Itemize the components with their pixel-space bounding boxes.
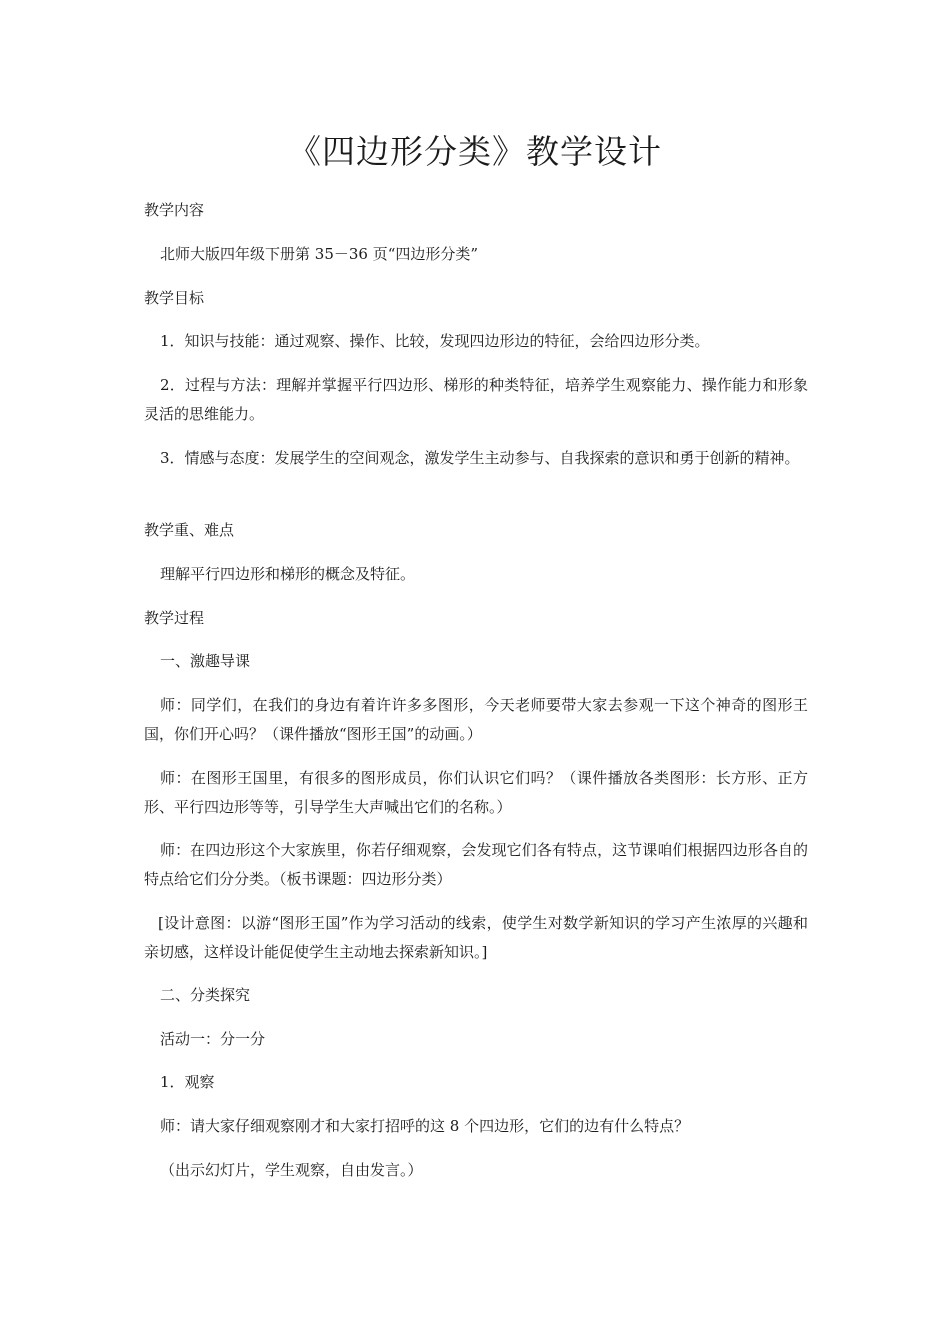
heading-key-difficulties: 教学重、难点 — [144, 521, 235, 539]
goal-item-3: 3．情感与态度：发展学生的空间观念，激发学生主动参与、自我探索的意识和勇于创新的精神。 — [160, 449, 800, 467]
design-intent-paragraph: [设计意图：以游“图形王国”作为学习活动的线索，使学生对数学新知识的学习产生浓厚的兴趣和亲切感，这样设计能促使学生主动地去探索新知识。] — [144, 914, 808, 961]
dialogue-paragraph-1: 师：同学们，在我们的身边有着许许多多图形，今天老师要带大家去参观一下这个神奇的图形王国，你们开心吗？（课件播放“图形王国”的动画。） — [144, 696, 808, 743]
goal-item-1: 1．知识与技能：通过观察、操作、比较，发现四边形边的特征，会给四边形分类。 — [160, 332, 710, 350]
section-heading-1: 一、激趣导课 — [160, 652, 251, 670]
activity-heading: 活动一：分一分 — [160, 1030, 266, 1048]
heading-teaching-goals: 教学目标 — [144, 289, 205, 307]
paragraph-key-points: 理解平行四边形和梯形的概念及特征。 — [160, 565, 416, 583]
heading-teaching-process: 教学过程 — [144, 609, 205, 627]
dialogue-paragraph-3: 师：在四边形这个大家族里，你若仔细观察，会发现它们各有特点，这节课咱们根据四边形各自的特点给它们分分类。（板书课题：四边形分类） — [144, 841, 808, 888]
document-title: 《四边形分类》教学设计 — [288, 132, 662, 171]
dialogue-paragraph-2: 师：在图形王国里，有很多的图形成员，你们认识它们吗？（课件播放各类图形：长方形、正方形、平行四边形等等，引导学生大声喊出它们的名称。） — [144, 769, 808, 816]
stage-direction: （出示幻灯片，学生观察，自由发言。） — [160, 1161, 423, 1179]
goal-item-2: 2．过程与方法：理解并掌握平行四边形、梯形的种类特征，培养学生观察能力、操作能力和形象灵活的思维能力。 — [144, 376, 808, 423]
dialogue-paragraph-4: 师：请大家仔细观察刚才和大家打招呼的这 8 个四边形，它们的边有什么特点？ — [160, 1117, 690, 1135]
section-heading-2: 二、分类探究 — [160, 986, 251, 1004]
paragraph-textbook-reference: 北师大版四年级下册第 35－36 页“四边形分类” — [160, 245, 479, 263]
heading-teaching-content: 教学内容 — [144, 201, 205, 219]
step-heading-observe: 1．观察 — [160, 1073, 215, 1091]
